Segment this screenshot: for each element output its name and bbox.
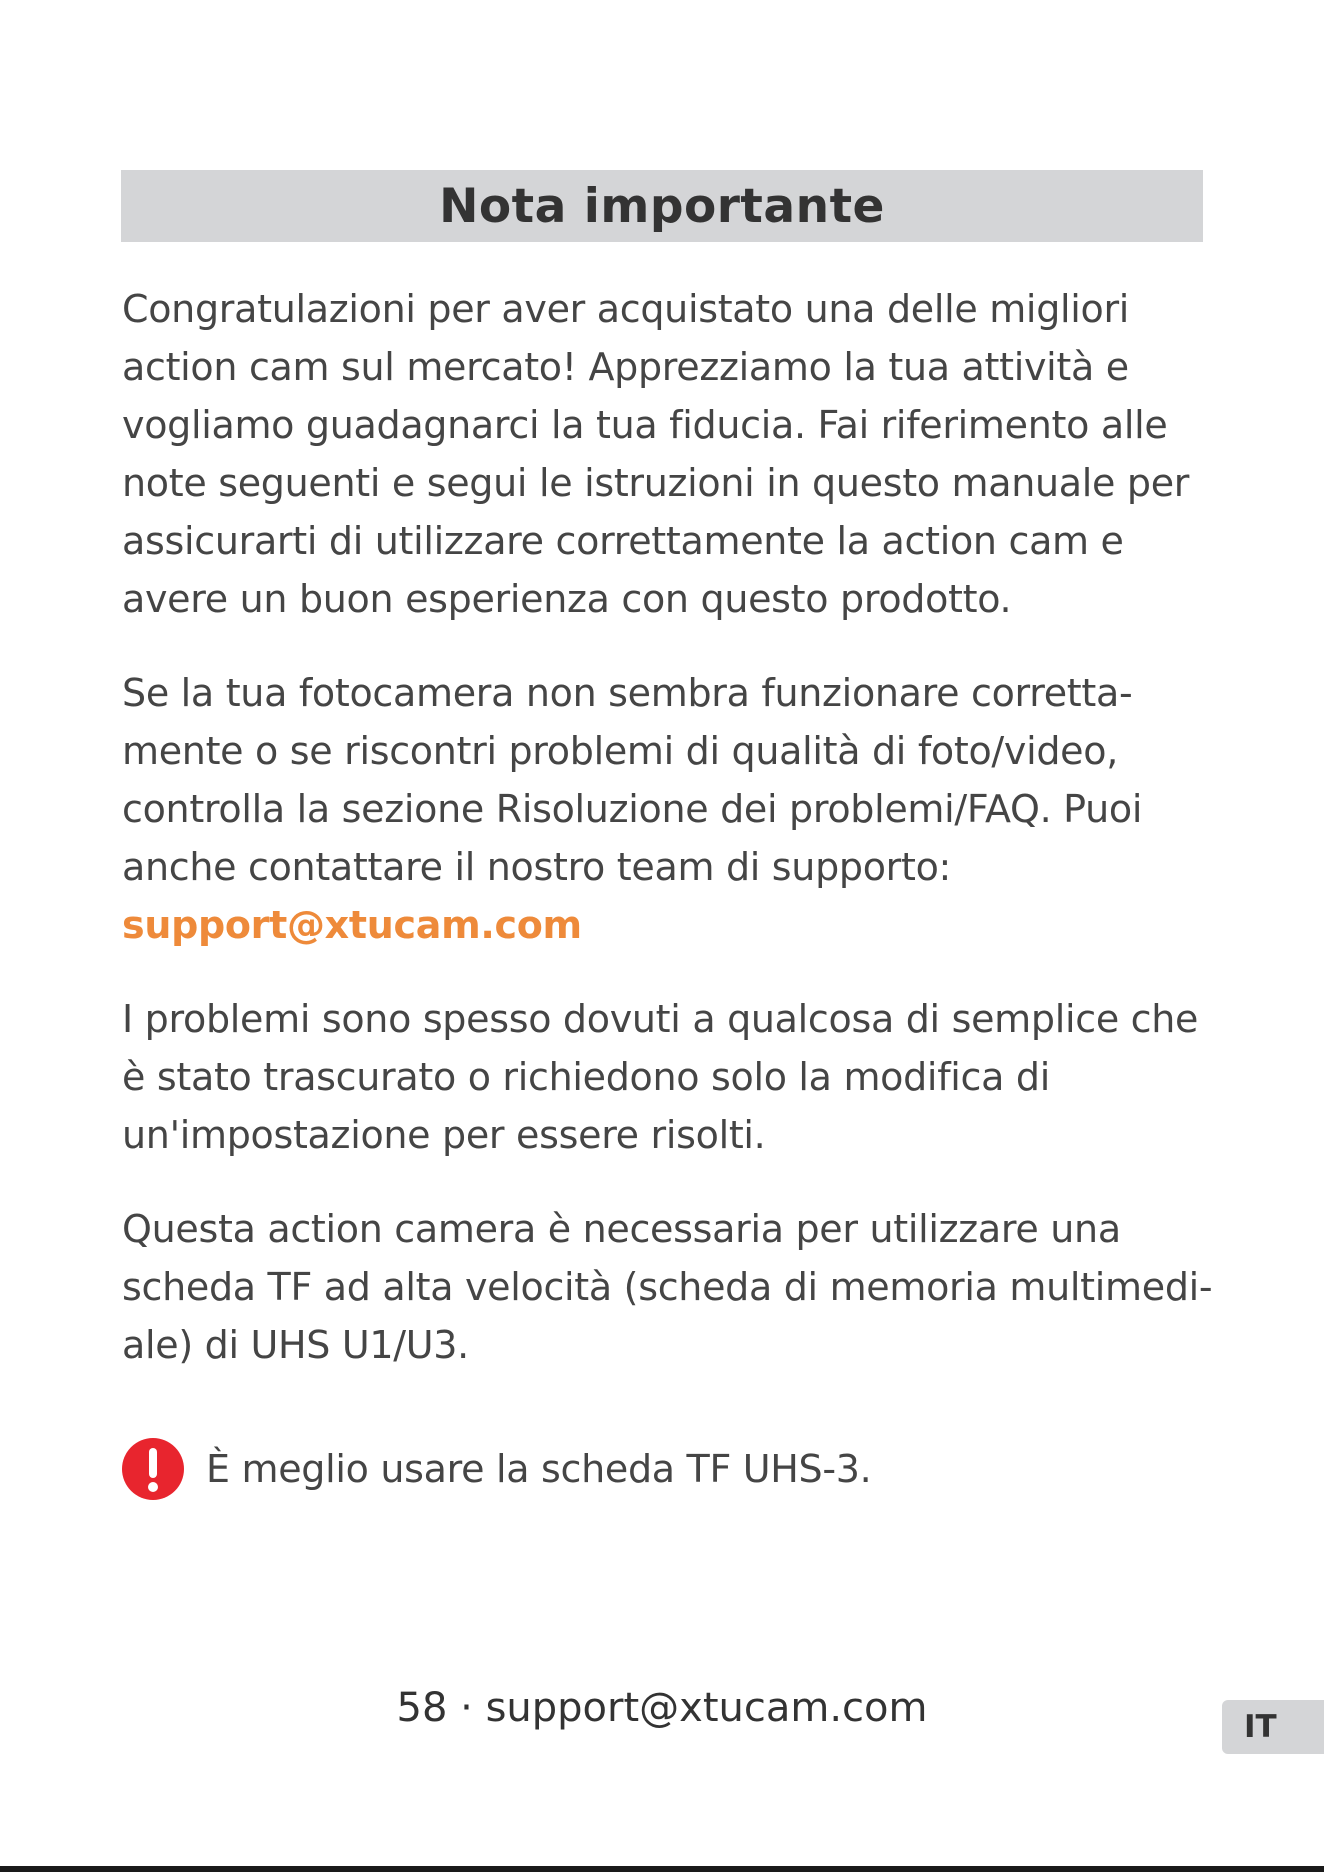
text-line: Questa action camera è necessaria per utilizzare una: [122, 1207, 1121, 1251]
text-line: scheda TF ad alta velocità (scheda di memoria multimedi-: [122, 1265, 1213, 1309]
bottom-divider: [0, 1866, 1324, 1872]
paragraph-problems: [122, 990, 1212, 1164]
title-bar: [121, 170, 1203, 242]
paragraph-intro: [122, 280, 1212, 628]
paragraph-support: [122, 664, 1212, 954]
language-tab: IT: [1222, 1700, 1324, 1754]
text-line: action cam sul mercato! Apprezziamo la tua attività e: [122, 345, 1129, 389]
text-line: Se la tua fotocamera non sembra funzionare corretta-: [122, 671, 1133, 715]
page-footer: 58 · support@xtucam.com: [396, 1685, 928, 1731]
warning-text: È meglio usare la scheda TF UHS-3.: [206, 1447, 872, 1491]
body-content: [122, 280, 1212, 1410]
support-email-link[interactable]: support@xtucam.com: [122, 903, 582, 947]
text-line: controlla la sezione Risoluzione dei problemi/FAQ. Puoi: [122, 787, 1143, 831]
exclamation-icon: [122, 1438, 184, 1500]
text-line: mente o se riscontri problemi di qualità di foto/video,: [122, 729, 1118, 773]
paragraph-sdcard: [122, 1200, 1212, 1374]
text-line: è stato trascurato o richiedono solo la modifica di: [122, 1055, 1050, 1099]
text-line: ale) di UHS U1/U3.: [122, 1323, 469, 1367]
page-title: Nota importante: [439, 178, 885, 234]
text-line: note seguenti e segui le istruzioni in questo manuale per: [122, 461, 1190, 505]
text-line: un'impostazione per essere risolti.: [122, 1113, 766, 1157]
text-line: anche contattare il nostro team di supporto:: [122, 845, 952, 889]
text-line: avere un buon esperienza con questo prodotto.: [122, 577, 1012, 621]
text-line: Congratulazioni per aver acquistato una delle migliori: [122, 287, 1130, 331]
warning-note: [122, 1438, 871, 1500]
text-line: assicurarti di utilizzare correttamente la action cam e: [122, 519, 1124, 563]
text-line: vogliamo guadagnarci la tua fiducia. Fai riferimento alle: [122, 403, 1168, 447]
text-line: I problemi sono spesso dovuti a qualcosa di semplice che: [122, 997, 1199, 1041]
